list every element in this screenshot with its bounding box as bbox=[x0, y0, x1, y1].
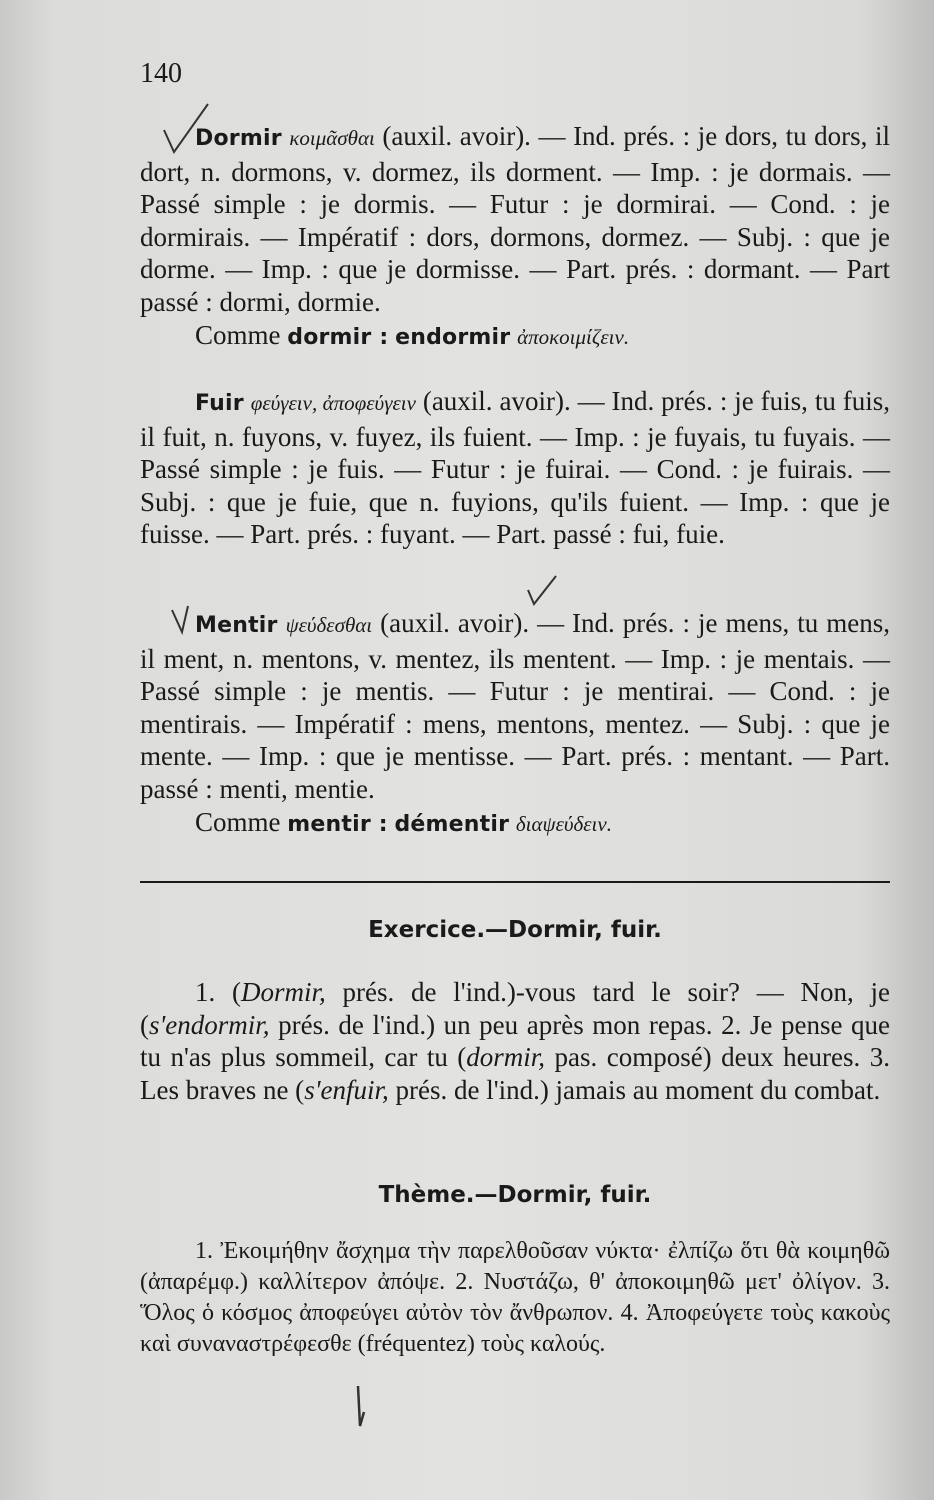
comme-verb-dormir: dormir bbox=[287, 324, 372, 350]
exercice-text-part: prés. de l'ind.) jamais au moment du combat. bbox=[395, 1074, 881, 1105]
verb-mentir: Mentir bbox=[195, 613, 278, 638]
exercice-verb: s'endormir, bbox=[149, 1009, 270, 1040]
exercice-verb: dormir, bbox=[466, 1042, 546, 1073]
verb-dormir: Dormir bbox=[195, 126, 282, 151]
dormir-section: Dormir κοιμᾶσθαι (auxil. avoir). — Ind. prés. : je dors, tu dors, il dort, n. dormons, v. dormez, ils dorment. — Imp. : je dormais. — Passé simple : je dormis. — Futur : je dormirai. — Cond. : je dormirais. — Impératif : dors, dormons, dormez. — Subj. : que je dorme. — Imp. : que je dormisse. — Part. prés. : dormant. — Part passé : dormi, dormie. Comme dormir : endormir ἀποκοιμίζειν. bbox=[140, 121, 891, 350]
page-number: 140 bbox=[140, 58, 182, 89]
exercice-verb: Dormir, bbox=[241, 977, 326, 1007]
compound-endormir: endormir bbox=[395, 324, 511, 350]
exercice-text: 1. (Dormir, prés. de l'ind.)-vous tard le soir? — Non, je (s'endormir, prés. de l'ind.) un peu après mon repas. 2. Je pense que tu n'as plus sommeil, car tu (dormir, pas. composé) deux heures. 3. Les braves ne (s'enfuir, prés. de l'ind.) jamais au moment du combat. bbox=[140, 977, 890, 1105]
greek-mentir: ψεύδεσθαι bbox=[285, 613, 373, 637]
exercice-text-part: prés. de l'ind.) un peu après mon repas. bbox=[278, 1009, 713, 1040]
comme-verb-mentir: mentir bbox=[287, 811, 371, 837]
fuir-section bbox=[140, 385, 890, 551]
comme-label: Comme bbox=[195, 319, 281, 350]
check-mark-icon bbox=[524, 570, 564, 610]
exercice-text-part: prés. de l'ind.)-vous tard le soir? — Non, je ( bbox=[140, 977, 890, 1040]
exercice-item-number: 1. bbox=[195, 977, 216, 1007]
compound-dementir: démentir bbox=[394, 811, 510, 837]
exercice-heading: Exercice.—Dormir, fuir. bbox=[368, 917, 662, 943]
exercice-text-part: Les braves ne ( bbox=[140, 1074, 305, 1105]
theme-greek-paragraph: 1. Ἐκοιμήθην ἄσχημα τὴν παρελθοῦσαν νύκτα· ἐλπίζω ὅτι θὰ κοιμηθῶ (ἀπαρέμφ.) καλλίτερον ἀπόψε. 2. Νυστάζω, θ' ἀποκοιμηθῶ μετ' ὀλίγον. 3. Ὅλος ὁ κόσμος ἀποφεύγει αὐτὸν τὸν ἄνθρωπον. 4. Ἀποφεύγετε τοὺς κακοὺς καὶ συναναστρέφεσθε (fréquentez) τοὺς καλούς. bbox=[140, 1238, 890, 1357]
greek-dormir: κοιμᾶσθαι bbox=[289, 126, 375, 150]
conjugation-fuir: (auxil. avoir). — Ind. prés. : je fuis, tu fuis, il fuit, n. fuyons, v. fuyez, ils fuient. — Imp. : je fuyais, tu fuyais. — Passé simple : je fuis. — Futur : je fuirai. — Cond. : je fuirais. — Subj. : que je fuie, que n. fuyions, qu'ils fuient. — Imp. : que je fuisse. — Part. prés. : fuyant. — Part. passé : fui, fuie. bbox=[140, 386, 890, 550]
mentir-section: Mentir ψεύδεσθαι (auxil. avoir). — Ind. prés. : je mens, tu mens, il ment, n. mentons, v. mentez, ils mentent. — Imp. : je mentais. — Passé simple : je mentis. — Futur : je mentirai. — Cond. : je mentirais. — Impératif : mens, mentons, mentez. — Subj. : que je mente. — Imp. : que je mentisse. — Part. prés. : mentant. — Part. passé : menti, mentie. Comme mentir : démentir διαψεύδειν. bbox=[140, 608, 890, 837]
exercice-item-number: 2. bbox=[721, 1009, 742, 1040]
exercice-item-number: 3. bbox=[869, 1042, 890, 1073]
conjugation-mentir: (auxil. avoir). — Ind. prés. : je mens, tu mens, il ment, n. mentons, v. mentez, ils mentent. — Imp. : je mentais. — Passé simple : je mentis. — Futur : je mentirai. — Cond. : je mentirais. — Impératif : mens, mentons, mentez. — Subj. : que je mente. — Imp. : que je mentisse. — Part. prés. : mentant. — Part. passé : menti, mentie. bbox=[140, 608, 890, 804]
exercice-text-part: Je pense que tu n'as plus sommeil, car tu ( bbox=[140, 1009, 890, 1073]
theme-text bbox=[140, 1236, 890, 1360]
greek-fuir: φεύγειν, ἀποφεύγειν bbox=[250, 391, 416, 415]
comme-label: Comme bbox=[195, 806, 281, 837]
exercice-text-part: pas. composé) deux heures. bbox=[554, 1042, 861, 1073]
verb-fuir: Fuir bbox=[195, 391, 244, 416]
pen-stroke-icon bbox=[350, 1382, 370, 1432]
greek-endormir: ἀποκοιμίζειν. bbox=[517, 324, 630, 349]
theme-heading: Thème.—Dormir, fuir. bbox=[378, 1182, 652, 1208]
exercice-verb: s'enfuir, bbox=[304, 1074, 389, 1105]
conjugation-dormir: (auxil. avoir). — Ind. prés. : je dors, tu dors, il dort, n. dormons, v. dormez, ils dorment. — Imp. : je dormais. — Passé simple : je dormis. — Futur : je dormirai. — Cond. : je dormirais. — Impératif : dors, dormons, dormez. — Subj. : que je dorme. — Imp. : que je dormisse. — Part. prés. : dormant. — Part passé : dormi, dormie. bbox=[140, 121, 891, 317]
greek-dementir: διαψεύδειν. bbox=[515, 811, 612, 836]
section-divider bbox=[140, 881, 890, 883]
